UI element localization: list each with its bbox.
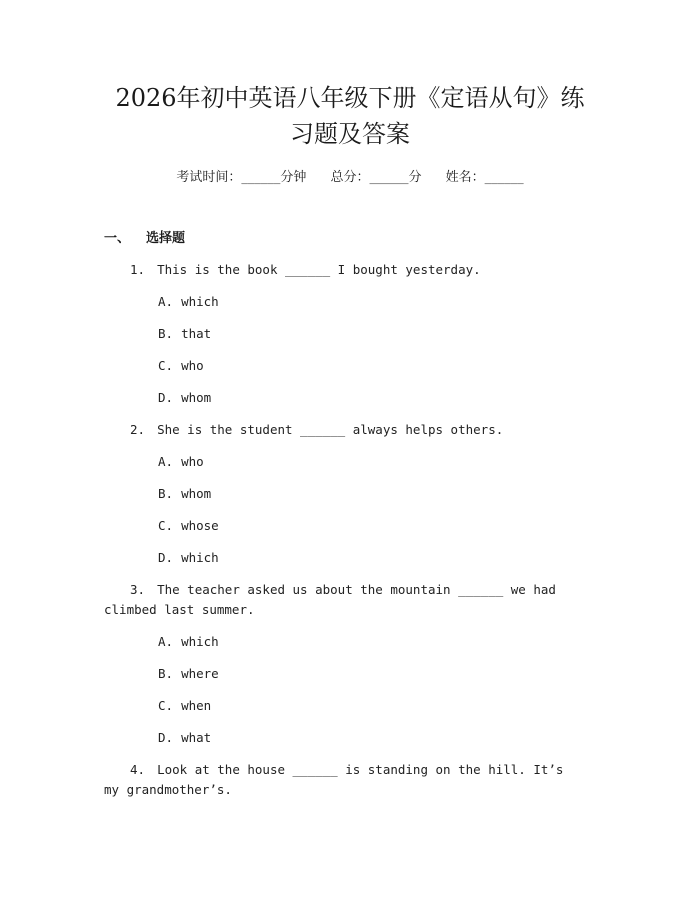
q1-option-d: D. whom [158,390,212,405]
question-number: 1. [130,262,146,277]
question-number: 2. [130,422,146,437]
q3-option-b: B. where [158,666,219,681]
exam-time: 考试时间：______分钟 [176,170,307,185]
question-number: 3. [130,582,146,597]
q3-option-c: C. when [158,698,212,713]
document-title [80,80,620,152]
q1-option-b: B. that [158,326,212,341]
title-line-2: 习题及答案 [290,120,410,148]
question-3 [104,580,584,620]
section-heading [104,229,185,249]
title-line-1: 2026年初中英语八年级下册《定语从句》练 [115,84,585,112]
question-text: Look at the house ______ is standing on the hill. It’s my grandmother’s. [104,762,564,797]
q2-option-d: D. which [158,550,219,565]
q3-option-d: D. what [158,730,212,745]
section-title: 选择题 [146,231,186,246]
exam-score: 总分：______分 [330,170,422,185]
q2-option-c: C. whose [158,518,219,533]
exam-meta [0,168,700,188]
q3-option-a: A. which [158,634,219,649]
question-text: She is the student ______ always helps others. [157,422,504,437]
question-4 [104,760,584,800]
question-1 [104,260,584,280]
question-number: 4. [130,762,146,777]
question-text: The teacher asked us about the mountain ______ we had climbed last summer. [104,582,556,617]
question-2 [104,420,584,440]
section-number: 一、 [104,231,131,246]
student-name: 姓名：______ [445,170,524,185]
q2-option-a: A. who [158,454,204,469]
q2-option-b: B. whom [158,486,212,501]
q1-option-c: C. who [158,358,204,373]
q1-option-a: A. which [158,294,219,309]
question-text: This is the book ______ I bought yesterday. [157,262,481,277]
